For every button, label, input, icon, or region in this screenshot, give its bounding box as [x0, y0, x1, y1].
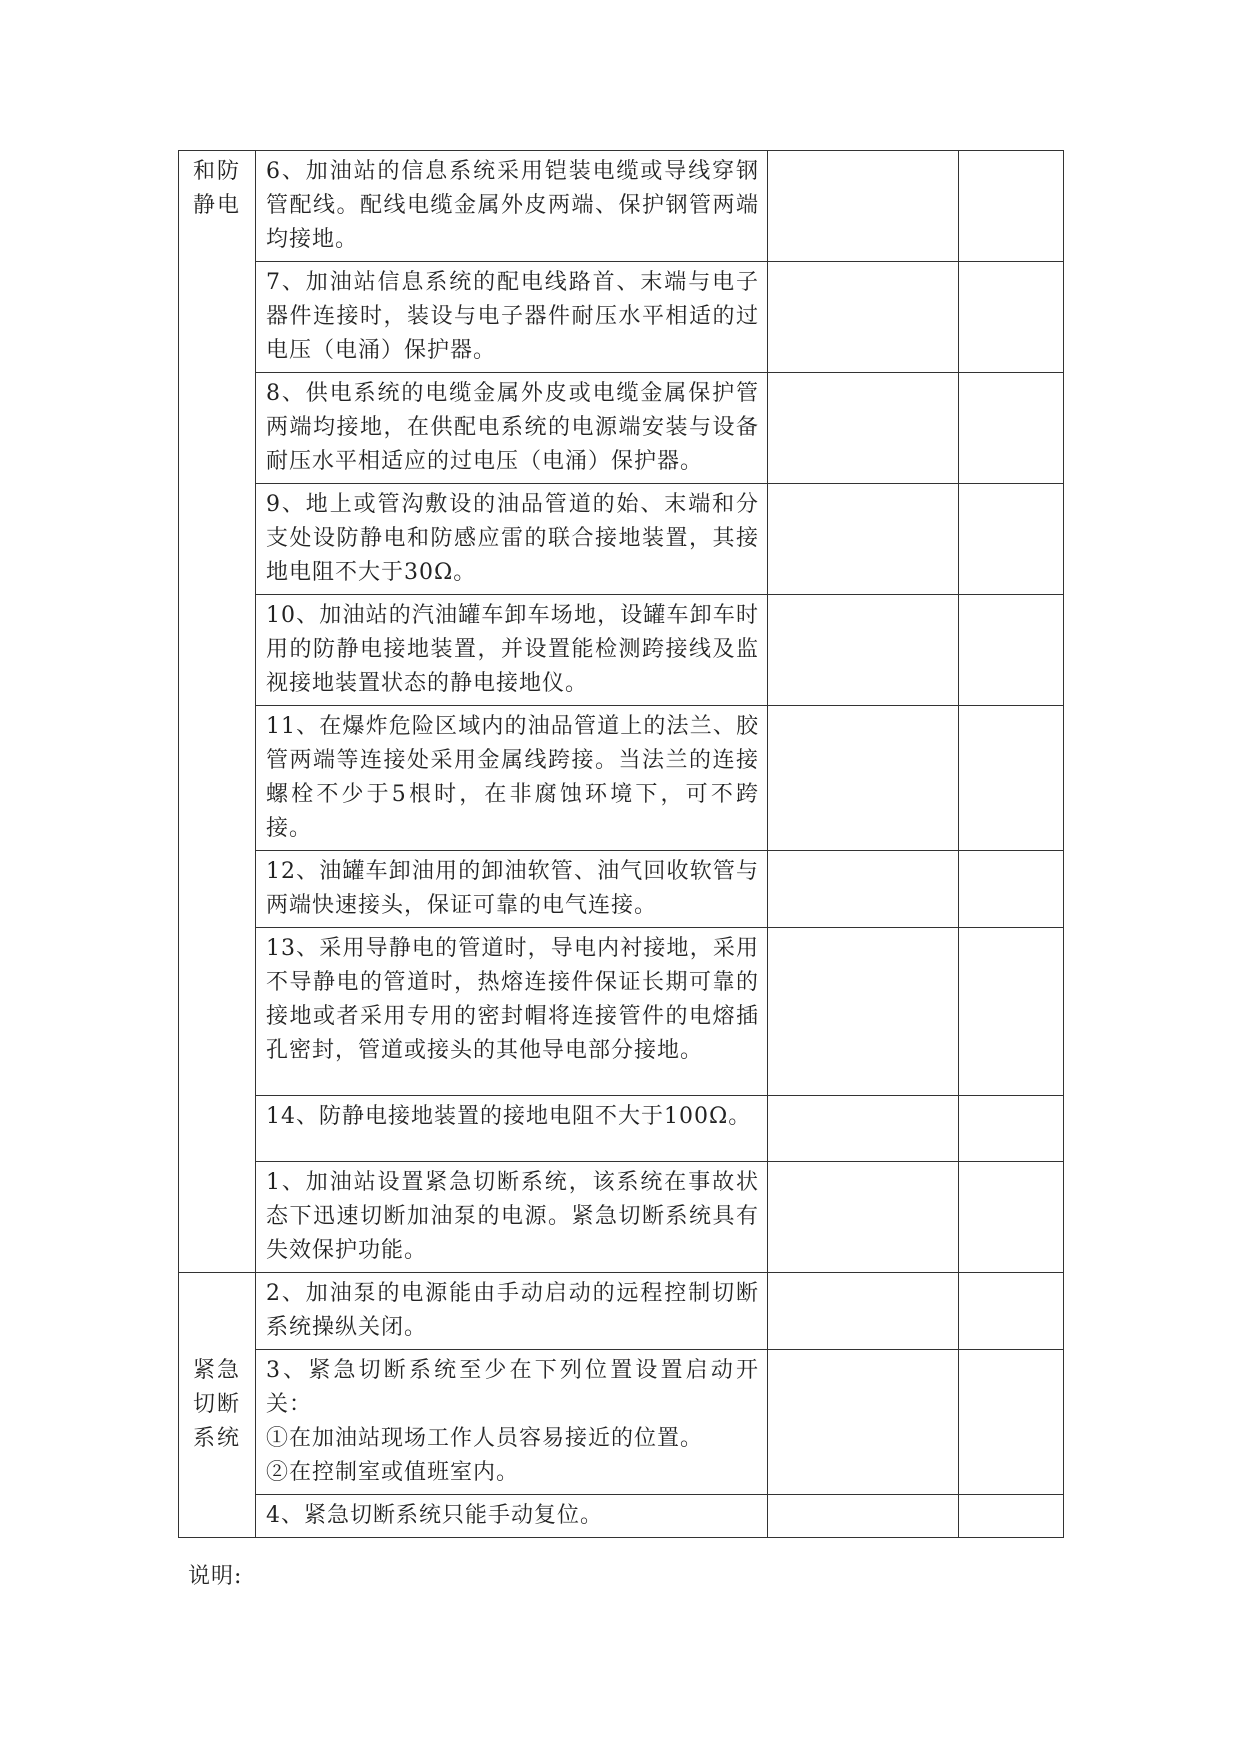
item-cell: 7、加油站信息系统的配电线路首、末端与电子器件连接时，装设与电子器件耐压水平相适的过电压（电涌）保护器。: [256, 262, 768, 373]
table-row: [179, 595, 1064, 706]
result-cell[interactable]: [768, 373, 959, 484]
item-cell: 8、供电系统的电缆金属外皮或电缆金属保护管两端均接地，在供配电系统的电源端安装与设备耐压水平相适应的过电压（电涌）保护器。: [256, 373, 768, 484]
table-row: [179, 1495, 1064, 1538]
table-row: [179, 151, 1064, 262]
item-cell: 2、加油泵的电源能由手动启动的远程控制切断系统操纵关闭。: [256, 1273, 768, 1350]
result-cell[interactable]: [768, 595, 959, 706]
item-cell: 1、加油站设置紧急切断系统，该系统在事故状态下迅速切断加油泵的电源。紧急切断系统具有失效保护功能。: [256, 1162, 768, 1273]
item-cell: 4、紧急切断系统只能手动复位。: [256, 1495, 768, 1538]
table-row: [179, 928, 1064, 1096]
remark-cell[interactable]: [959, 1096, 1064, 1162]
table-row: [179, 1350, 1064, 1495]
remark-cell[interactable]: [959, 1495, 1064, 1538]
item-cell: 9、地上或管沟敷设的油品管道的始、末端和分支处设防静电和防感应雷的联合接地装置，其接地电阻不大于30Ω。: [256, 484, 768, 595]
remark-cell[interactable]: [959, 1162, 1064, 1273]
result-cell[interactable]: [768, 484, 959, 595]
remark-cell[interactable]: [959, 1273, 1064, 1350]
item-cell: 10、加油站的汽油罐车卸车场地，设罐车卸车时用的防静电接地装置，并设置能检测跨接线及监视接地装置状态的静电接地仪。: [256, 595, 768, 706]
result-cell[interactable]: [768, 928, 959, 1096]
category-cell: [179, 1273, 256, 1538]
item-cell: 11、在爆炸危险区域内的油品管道上的法兰、胶管两端等连接处采用金属线跨接。当法兰的连接螺栓不少于5根时，在非腐蚀环境下，可不跨接。: [256, 706, 768, 851]
result-cell[interactable]: [768, 1350, 959, 1495]
note-label: 说明:: [188, 1564, 243, 1589]
result-cell[interactable]: [768, 1495, 959, 1538]
remark-cell[interactable]: [959, 595, 1064, 706]
remark-cell[interactable]: [959, 262, 1064, 373]
item-cell: 3、紧急切断系统至少在下列位置设置启动开关： ①在加油站现场工作人员容易接近的位置。 ②在控制室或值班室内。: [256, 1350, 768, 1495]
result-cell[interactable]: [768, 851, 959, 928]
result-cell[interactable]: [768, 1162, 959, 1273]
result-cell[interactable]: [768, 706, 959, 851]
result-cell[interactable]: [768, 1273, 959, 1350]
remark-cell[interactable]: [959, 484, 1064, 595]
table-row: [179, 373, 1064, 484]
category-label: 和防静电: [192, 159, 241, 218]
table-row: [179, 1162, 1064, 1273]
item-cell: 6、加油站的信息系统采用铠装电缆或导线穿钢管配线。配线电缆金属外皮两端、保护钢管两端均接地。: [256, 151, 768, 262]
remark-cell[interactable]: [959, 1350, 1064, 1495]
table-row: [179, 1096, 1064, 1162]
category-cell: [179, 151, 256, 1273]
item-cell: 13、采用导静电的管道时，导电内衬接地，采用不导静电的管道时，热熔连接件保证长期可靠的接地或者采用专用的密封帽将连接管件的电熔插孔密封，管道或接头的其他导电部分接地。: [256, 928, 768, 1096]
table-row: [179, 706, 1064, 851]
table-row: [179, 851, 1064, 928]
table-row: [179, 262, 1064, 373]
remark-cell[interactable]: [959, 928, 1064, 1096]
inspection-table: [178, 150, 1064, 1538]
remark-cell[interactable]: [959, 151, 1064, 262]
item-cell: 12、油罐车卸油用的卸油软管、油气回收软管与两端快速接头，保证可靠的电气连接。: [256, 851, 768, 928]
remark-cell[interactable]: [959, 851, 1064, 928]
result-cell[interactable]: [768, 151, 959, 262]
table-row: [179, 1273, 1064, 1350]
result-cell[interactable]: [768, 1096, 959, 1162]
category-label: 紧急切断系统: [192, 1358, 241, 1451]
remark-cell[interactable]: [959, 373, 1064, 484]
item-cell: 14、防静电接地装置的接地电阻不大于100Ω。: [256, 1096, 768, 1162]
result-cell[interactable]: [768, 262, 959, 373]
table-row: [179, 484, 1064, 595]
remark-cell[interactable]: [959, 706, 1064, 851]
